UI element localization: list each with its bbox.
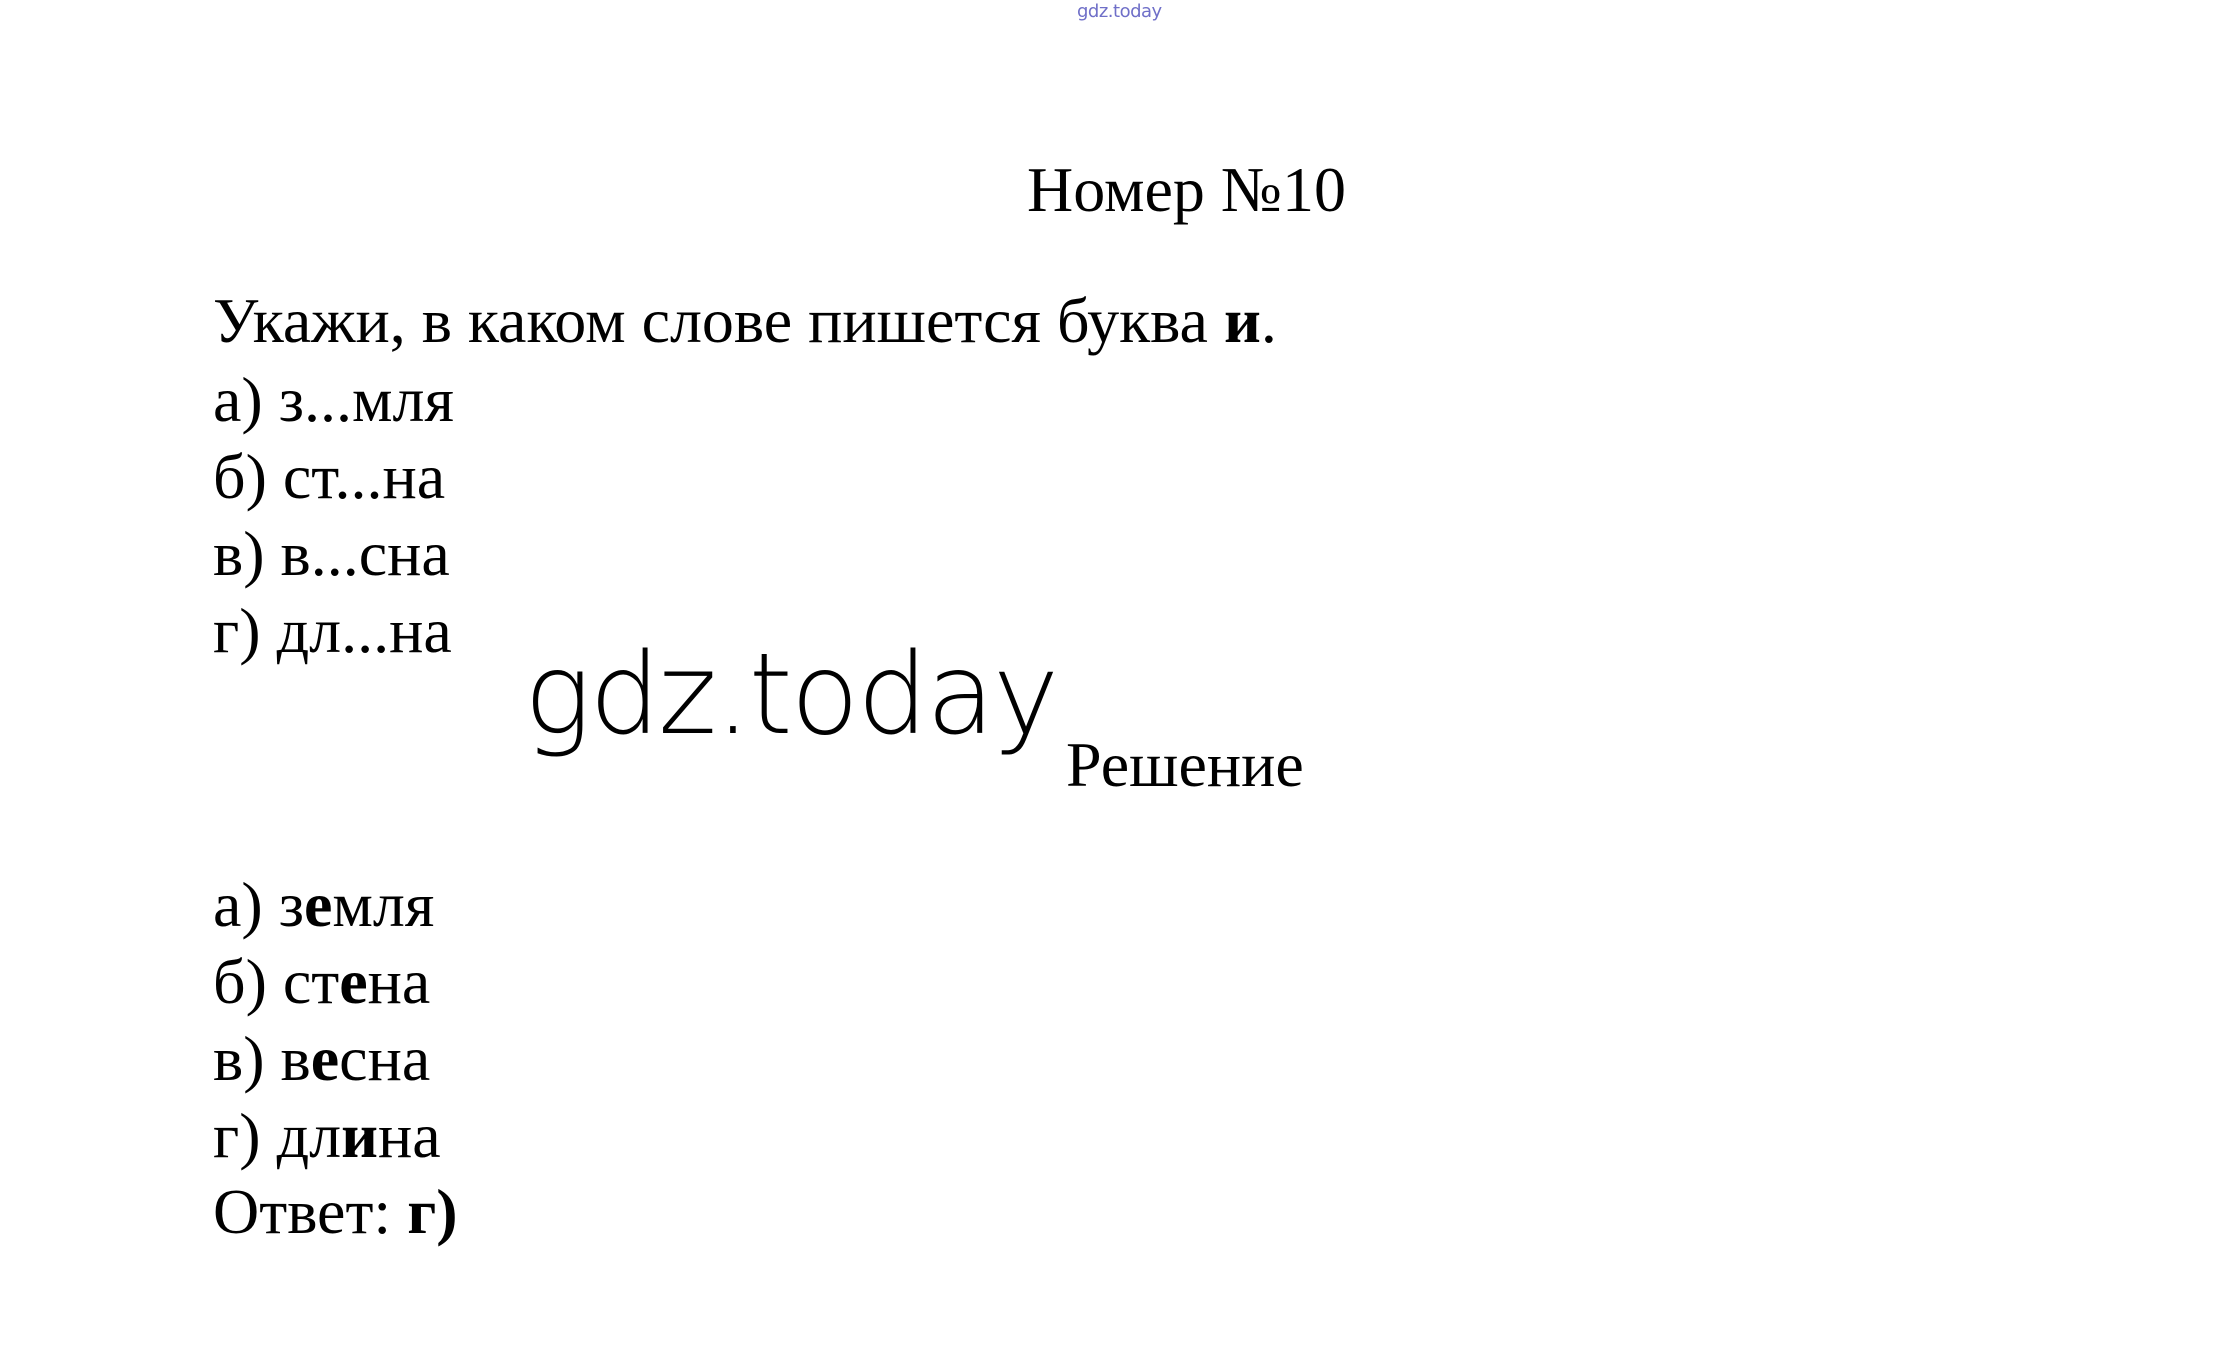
answer-value: г) xyxy=(407,1176,458,1247)
solution-post: мля xyxy=(332,869,435,940)
solution-pre: в xyxy=(280,1023,311,1094)
solution-letter: е xyxy=(339,946,368,1017)
option-c xyxy=(213,515,454,592)
option-d xyxy=(213,592,454,669)
option-label: б) xyxy=(213,441,267,512)
solution-letter: е xyxy=(310,1023,340,1094)
option-b xyxy=(213,438,454,515)
solution-d xyxy=(213,1097,441,1174)
solutions-list xyxy=(213,866,441,1174)
option-a xyxy=(213,361,454,438)
option-word: ст...на xyxy=(282,441,446,512)
question xyxy=(213,283,1277,359)
solution-pre: ст xyxy=(282,946,340,1017)
options-list xyxy=(213,361,454,669)
solution-label: б) xyxy=(213,946,267,1017)
option-word: з...мля xyxy=(278,364,454,435)
solution-post: сна xyxy=(339,1023,431,1094)
solution-post: на xyxy=(367,946,431,1017)
option-word: дл...на xyxy=(276,595,452,666)
solution-title: Решение xyxy=(1066,729,1304,800)
solution-pre: з xyxy=(278,869,304,940)
solution-a xyxy=(213,866,441,943)
question-letter: и xyxy=(1223,285,1261,356)
solution-letter: и xyxy=(341,1100,378,1171)
solution-label: а) xyxy=(213,869,263,940)
solution-b xyxy=(213,943,441,1020)
page-title: Номер №10 xyxy=(1027,154,1346,225)
answer xyxy=(213,1174,458,1250)
watermark-large: gdz.today xyxy=(524,630,1058,760)
question-text: Укажи, в каком слове пишется буква xyxy=(213,285,1224,356)
question-end: . xyxy=(1260,285,1277,356)
solution-c xyxy=(213,1020,441,1097)
option-label: а) xyxy=(213,364,263,435)
solution-label: г) xyxy=(213,1100,261,1171)
solution-letter: е xyxy=(304,869,333,940)
option-label: г) xyxy=(213,595,261,666)
answer-label: Ответ: xyxy=(213,1176,392,1247)
option-word: в...сна xyxy=(280,518,450,589)
option-label: в) xyxy=(213,518,265,589)
solution-post: на xyxy=(377,1100,441,1171)
solution-pre: дл xyxy=(276,1100,342,1171)
watermark-top: gdz.today xyxy=(1077,1,1162,22)
solution-label: в) xyxy=(213,1023,265,1094)
